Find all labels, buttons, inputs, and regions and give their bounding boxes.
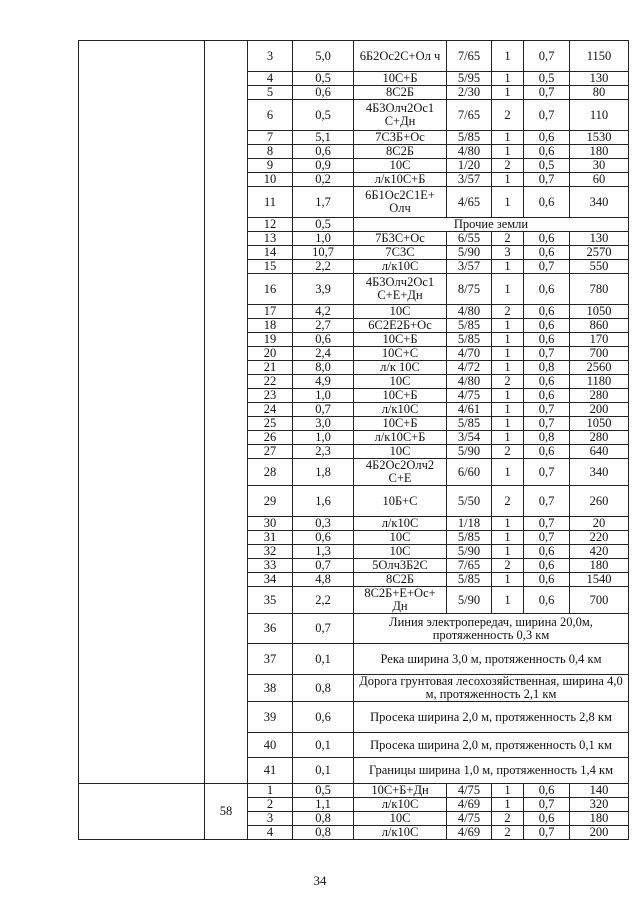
- site-class-cell: 1: [492, 531, 524, 545]
- density-cell: 0,6: [524, 246, 570, 260]
- plot-area-cell: 0,5: [293, 100, 354, 131]
- age-height-cell: 4/61: [447, 403, 492, 417]
- site-class-cell: 1: [492, 41, 524, 72]
- plot-note-cell: Границы ширина 1,0 м, протяженность 1,4 км: [354, 758, 629, 784]
- age-height-cell: 7/65: [447, 559, 492, 573]
- stand-composition-cell: л/к10С: [354, 798, 447, 812]
- stand-composition-cell: 6Б2Ос2С+Ол ч: [354, 41, 447, 72]
- plot-area-cell: 4,8: [293, 573, 354, 587]
- plot-number-cell: 8: [248, 145, 293, 159]
- density-cell: 0,6: [524, 187, 570, 218]
- density-cell: 0,7: [524, 100, 570, 131]
- site-class-cell: 2: [492, 100, 524, 131]
- table-row: [79, 784, 629, 798]
- plot-number-cell: 40: [248, 733, 293, 758]
- plot-number-cell: 7: [248, 131, 293, 145]
- age-height-cell: 4/80: [447, 375, 492, 389]
- stock-volume-cell: 280: [570, 389, 629, 403]
- site-class-cell: 1: [492, 517, 524, 531]
- plot-number-cell: 13: [248, 232, 293, 246]
- plot-number-cell: 2: [248, 798, 293, 812]
- site-class-cell: 1: [492, 86, 524, 100]
- density-cell: 0,6: [524, 274, 570, 305]
- density-cell: 0,6: [524, 131, 570, 145]
- stand-composition-cell: 4Б3Олч2Ос1 С+Дн: [354, 100, 447, 131]
- stock-volume-cell: 80: [570, 86, 629, 100]
- density-cell: 0,7: [524, 417, 570, 431]
- age-height-cell: 7/65: [447, 100, 492, 131]
- site-class-cell: 1: [492, 333, 524, 347]
- stand-composition-cell: 10С+С: [354, 347, 447, 361]
- plot-note-cell: Река ширина 3,0 м, протяженность 0,4 км: [354, 644, 629, 675]
- age-height-cell: 4/80: [447, 145, 492, 159]
- site-class-cell: 2: [492, 826, 524, 840]
- stock-volume-cell: 60: [570, 173, 629, 187]
- stand-composition-cell: 8С2Б: [354, 86, 447, 100]
- plot-number-cell: 12: [248, 218, 293, 232]
- plot-number-cell: 3: [248, 41, 293, 72]
- plot-number-cell: 29: [248, 486, 293, 517]
- site-class-cell: 2: [492, 305, 524, 319]
- plot-number-cell: 19: [248, 333, 293, 347]
- stock-volume-cell: 1050: [570, 305, 629, 319]
- density-cell: 0,5: [524, 159, 570, 173]
- stock-volume-cell: 1180: [570, 375, 629, 389]
- density-cell: 0,5: [524, 72, 570, 86]
- stock-volume-cell: 180: [570, 812, 629, 826]
- plot-area-cell: 1,0: [293, 389, 354, 403]
- age-height-cell: 5/95: [447, 72, 492, 86]
- age-height-cell: 4/75: [447, 812, 492, 826]
- stock-volume-cell: 1540: [570, 573, 629, 587]
- stock-volume-cell: 30: [570, 159, 629, 173]
- stand-composition-cell: л/к10С: [354, 517, 447, 531]
- stand-composition-cell: 8С2Б+Е+Ос+ Дн: [354, 587, 447, 614]
- age-height-cell: 3/57: [447, 260, 492, 274]
- stock-volume-cell: 340: [570, 187, 629, 218]
- plot-area-cell: 0,8: [293, 675, 354, 702]
- age-height-cell: 5/85: [447, 131, 492, 145]
- age-height-cell: 4/80: [447, 305, 492, 319]
- left-blank-cell: [79, 784, 205, 840]
- site-class-cell: 1: [492, 319, 524, 333]
- stock-volume-cell: 1530: [570, 131, 629, 145]
- density-cell: 0,7: [524, 173, 570, 187]
- stock-volume-cell: 200: [570, 403, 629, 417]
- plot-number-cell: 4: [248, 826, 293, 840]
- stand-composition-cell: 7С3С: [354, 246, 447, 260]
- plot-number-cell: 39: [248, 702, 293, 733]
- density-cell: 0,6: [524, 232, 570, 246]
- age-height-cell: 5/50: [447, 486, 492, 517]
- stock-volume-cell: 2560: [570, 361, 629, 375]
- density-cell: 0,7: [524, 459, 570, 486]
- stand-composition-cell: 8С2Б: [354, 145, 447, 159]
- plot-area-cell: 1,8: [293, 459, 354, 486]
- density-cell: 0,7: [524, 41, 570, 72]
- density-cell: 0,7: [524, 403, 570, 417]
- plot-number-cell: 41: [248, 758, 293, 784]
- plot-number-cell: 4: [248, 72, 293, 86]
- site-class-cell: 1: [492, 274, 524, 305]
- plot-number-cell: 33: [248, 559, 293, 573]
- plot-area-cell: 5,1: [293, 131, 354, 145]
- site-class-cell: 2: [492, 375, 524, 389]
- density-cell: 0,6: [524, 389, 570, 403]
- stand-composition-cell: 4Б3Олч2Ос1 С+Е+Дн: [354, 274, 447, 305]
- stock-volume-cell: 110: [570, 100, 629, 131]
- age-height-cell: 6/60: [447, 459, 492, 486]
- plot-area-cell: 1,0: [293, 232, 354, 246]
- plot-area-cell: 0,7: [293, 614, 354, 644]
- site-class-cell: 1: [492, 545, 524, 559]
- stand-composition-cell: л/к10С+Б: [354, 431, 447, 445]
- density-cell: 0,6: [524, 305, 570, 319]
- stock-volume-cell: 260: [570, 486, 629, 517]
- plot-number-cell: 17: [248, 305, 293, 319]
- plot-area-cell: 0,7: [293, 559, 354, 573]
- stock-volume-cell: 700: [570, 587, 629, 614]
- site-class-cell: 1: [492, 131, 524, 145]
- plot-number-cell: 25: [248, 417, 293, 431]
- density-cell: 0,8: [524, 431, 570, 445]
- age-height-cell: 5/85: [447, 333, 492, 347]
- plot-number-cell: 28: [248, 459, 293, 486]
- site-class-cell: 1: [492, 573, 524, 587]
- stand-composition-cell: л/к 10С: [354, 361, 447, 375]
- density-cell: 0,6: [524, 573, 570, 587]
- site-class-cell: 1: [492, 173, 524, 187]
- stand-composition-cell: 8С2Б: [354, 573, 447, 587]
- site-class-cell: 1: [492, 459, 524, 486]
- plot-area-cell: 0,1: [293, 644, 354, 675]
- site-class-cell: 1: [492, 389, 524, 403]
- stand-composition-cell: 10С+Б: [354, 72, 447, 86]
- plot-area-cell: 1,3: [293, 545, 354, 559]
- plot-number-cell: 32: [248, 545, 293, 559]
- age-height-cell: 5/90: [447, 445, 492, 459]
- plot-area-cell: 0,6: [293, 702, 354, 733]
- stand-composition-cell: 4Б2Ос2Олч2 С+Е: [354, 459, 447, 486]
- stand-composition-cell: 7Б3С+Ос: [354, 232, 447, 246]
- quarter-number-cell: 58: [205, 784, 248, 840]
- stock-volume-cell: 320: [570, 798, 629, 812]
- age-height-cell: 5/85: [447, 573, 492, 587]
- stock-volume-cell: 550: [570, 260, 629, 274]
- age-height-cell: 8/75: [447, 274, 492, 305]
- stand-composition-cell: 10С+Б: [354, 389, 447, 403]
- plot-number-cell: 38: [248, 675, 293, 702]
- plot-note-cell: Дорога грунтовая лесохозяйственная, ширина 4,0 м, протяженность 2,1 км: [354, 675, 629, 702]
- stand-composition-cell: 10С+Б: [354, 417, 447, 431]
- plot-note-cell: Прочие земли: [354, 218, 629, 232]
- density-cell: 0,6: [524, 445, 570, 459]
- table-row: [79, 41, 629, 72]
- density-cell: 0,6: [524, 587, 570, 614]
- plot-area-cell: 0,9: [293, 159, 354, 173]
- quarter-blank-cell: [205, 41, 248, 784]
- stock-volume-cell: 1150: [570, 41, 629, 72]
- stock-volume-cell: 20: [570, 517, 629, 531]
- stand-composition-cell: 10С: [354, 531, 447, 545]
- plot-area-cell: 0,5: [293, 218, 354, 232]
- density-cell: 0,7: [524, 486, 570, 517]
- stock-volume-cell: 1050: [570, 417, 629, 431]
- site-class-cell: 1: [492, 347, 524, 361]
- age-height-cell: 4/65: [447, 187, 492, 218]
- stand-composition-cell: л/к10С: [354, 826, 447, 840]
- plot-number-cell: 37: [248, 644, 293, 675]
- plot-area-cell: 0,5: [293, 72, 354, 86]
- density-cell: 0,7: [524, 798, 570, 812]
- plot-number-cell: 15: [248, 260, 293, 274]
- plot-area-cell: 4,2: [293, 305, 354, 319]
- density-cell: 0,8: [524, 361, 570, 375]
- age-height-cell: 5/90: [447, 246, 492, 260]
- age-height-cell: 4/69: [447, 798, 492, 812]
- site-class-cell: 1: [492, 145, 524, 159]
- plot-area-cell: 2,7: [293, 319, 354, 333]
- age-height-cell: 4/70: [447, 347, 492, 361]
- density-cell: 0,7: [524, 826, 570, 840]
- plot-area-cell: 0,1: [293, 758, 354, 784]
- stock-volume-cell: 420: [570, 545, 629, 559]
- plot-number-cell: 26: [248, 431, 293, 445]
- density-cell: 0,6: [524, 333, 570, 347]
- plot-number-cell: 20: [248, 347, 293, 361]
- plot-number-cell: 18: [248, 319, 293, 333]
- site-class-cell: 2: [492, 232, 524, 246]
- stand-composition-cell: 10С+Б: [354, 333, 447, 347]
- stand-composition-cell: л/к10С: [354, 260, 447, 274]
- plot-area-cell: 2,2: [293, 260, 354, 274]
- plot-area-cell: 0,6: [293, 531, 354, 545]
- density-cell: 0,6: [524, 145, 570, 159]
- age-height-cell: 3/57: [447, 173, 492, 187]
- site-class-cell: 3: [492, 246, 524, 260]
- density-cell: 0,7: [524, 347, 570, 361]
- age-height-cell: 4/75: [447, 784, 492, 798]
- plot-area-cell: 0,8: [293, 826, 354, 840]
- age-height-cell: 3/54: [447, 431, 492, 445]
- density-cell: 0,6: [524, 319, 570, 333]
- plot-area-cell: 2,4: [293, 347, 354, 361]
- age-height-cell: 5/85: [447, 319, 492, 333]
- stand-composition-cell: л/к10С+Б: [354, 173, 447, 187]
- plot-note-cell: Просека ширина 2,0 м, протяженность 2,8 км: [354, 702, 629, 733]
- stand-composition-cell: 7С3Б+Ос: [354, 131, 447, 145]
- plot-number-cell: 22: [248, 375, 293, 389]
- stand-composition-cell: 10С: [354, 812, 447, 826]
- age-height-cell: 1/18: [447, 517, 492, 531]
- density-cell: 0,7: [524, 517, 570, 531]
- site-class-cell: 2: [492, 559, 524, 573]
- stand-composition-cell: 10С+Б+Дн: [354, 784, 447, 798]
- age-height-cell: 1/20: [447, 159, 492, 173]
- plot-number-cell: 30: [248, 517, 293, 531]
- age-height-cell: 7/65: [447, 41, 492, 72]
- plot-number-cell: 11: [248, 187, 293, 218]
- plot-area-cell: 2,3: [293, 445, 354, 459]
- plot-area-cell: 0,6: [293, 333, 354, 347]
- age-height-cell: 4/69: [447, 826, 492, 840]
- plot-number-cell: 1: [248, 784, 293, 798]
- plot-number-cell: 3: [248, 812, 293, 826]
- density-cell: 0,6: [524, 545, 570, 559]
- stand-composition-cell: 6Б1Ос2С1Е+ Олч: [354, 187, 447, 218]
- plot-number-cell: 35: [248, 587, 293, 614]
- stand-composition-cell: 5Олч3Б2С: [354, 559, 447, 573]
- site-class-cell: 1: [492, 187, 524, 218]
- plot-number-cell: 31: [248, 531, 293, 545]
- left-blank-cell: [79, 41, 205, 784]
- stock-volume-cell: 280: [570, 431, 629, 445]
- age-height-cell: 2/30: [447, 86, 492, 100]
- stock-volume-cell: 780: [570, 274, 629, 305]
- density-cell: 0,6: [524, 784, 570, 798]
- plot-number-cell: 21: [248, 361, 293, 375]
- plot-number-cell: 36: [248, 614, 293, 644]
- stand-composition-cell: 10С: [354, 159, 447, 173]
- plot-note-cell: Линия электропередач, ширина 20,0м, протяженность 0,3 км: [354, 614, 629, 644]
- age-height-cell: 5/90: [447, 545, 492, 559]
- stock-volume-cell: 2570: [570, 246, 629, 260]
- plot-area-cell: 10,7: [293, 246, 354, 260]
- site-class-cell: 1: [492, 587, 524, 614]
- stock-volume-cell: 640: [570, 445, 629, 459]
- plot-area-cell: 4,9: [293, 375, 354, 389]
- age-height-cell: 5/90: [447, 587, 492, 614]
- site-class-cell: 1: [492, 260, 524, 274]
- plot-number-cell: 6: [248, 100, 293, 131]
- plot-area-cell: 0,7: [293, 403, 354, 417]
- site-class-cell: 1: [492, 798, 524, 812]
- site-class-cell: 2: [492, 445, 524, 459]
- plot-area-cell: 0,5: [293, 784, 354, 798]
- age-height-cell: 5/85: [447, 531, 492, 545]
- stock-volume-cell: 180: [570, 145, 629, 159]
- forest-inventory-table: [78, 40, 629, 840]
- density-cell: 0,7: [524, 531, 570, 545]
- plot-number-cell: 5: [248, 86, 293, 100]
- density-cell: 0,6: [524, 812, 570, 826]
- plot-number-cell: 10: [248, 173, 293, 187]
- plot-number-cell: 23: [248, 389, 293, 403]
- site-class-cell: 1: [492, 784, 524, 798]
- plot-number-cell: 16: [248, 274, 293, 305]
- plot-area-cell: 0,3: [293, 517, 354, 531]
- density-cell: 0,7: [524, 260, 570, 274]
- stock-volume-cell: 170: [570, 333, 629, 347]
- stand-composition-cell: 10С: [354, 375, 447, 389]
- plot-area-cell: 0,6: [293, 86, 354, 100]
- plot-area-cell: 0,2: [293, 173, 354, 187]
- age-height-cell: 4/72: [447, 361, 492, 375]
- plot-number-cell: 14: [248, 246, 293, 260]
- plot-area-cell: 3,0: [293, 417, 354, 431]
- plot-note-cell: Просека ширина 2,0 м, протяженность 0,1 км: [354, 733, 629, 758]
- site-class-cell: 2: [492, 812, 524, 826]
- density-cell: 0,6: [524, 559, 570, 573]
- page-number: 34: [313, 873, 327, 888]
- stock-volume-cell: 130: [570, 72, 629, 86]
- age-height-cell: 4/75: [447, 389, 492, 403]
- plot-area-cell: 0,6: [293, 145, 354, 159]
- stand-composition-cell: 10Б+С: [354, 486, 447, 517]
- stand-composition-cell: л/к10С: [354, 403, 447, 417]
- plot-number-cell: 9: [248, 159, 293, 173]
- density-cell: 0,6: [524, 375, 570, 389]
- age-height-cell: 5/85: [447, 417, 492, 431]
- stock-volume-cell: 140: [570, 784, 629, 798]
- stock-volume-cell: 700: [570, 347, 629, 361]
- density-cell: 0,7: [524, 86, 570, 100]
- plot-area-cell: 8,0: [293, 361, 354, 375]
- age-height-cell: 6/55: [447, 232, 492, 246]
- stand-composition-cell: 10С: [354, 445, 447, 459]
- plot-number-cell: 24: [248, 403, 293, 417]
- stand-composition-cell: 10С: [354, 305, 447, 319]
- stock-volume-cell: 860: [570, 319, 629, 333]
- site-class-cell: 1: [492, 417, 524, 431]
- plot-area-cell: 2,2: [293, 587, 354, 614]
- stock-volume-cell: 180: [570, 559, 629, 573]
- plot-area-cell: 1,0: [293, 431, 354, 445]
- site-class-cell: 1: [492, 403, 524, 417]
- plot-area-cell: 0,1: [293, 733, 354, 758]
- stock-volume-cell: 340: [570, 459, 629, 486]
- site-class-cell: 2: [492, 486, 524, 517]
- stand-composition-cell: 10С: [354, 545, 447, 559]
- plot-area-cell: 5,0: [293, 41, 354, 72]
- site-class-cell: 1: [492, 431, 524, 445]
- plot-area-cell: 3,9: [293, 274, 354, 305]
- site-class-cell: 1: [492, 361, 524, 375]
- plot-area-cell: 1,6: [293, 486, 354, 517]
- plot-number-cell: 27: [248, 445, 293, 459]
- stand-composition-cell: 6С2Е2Б+Ос: [354, 319, 447, 333]
- plot-area-cell: 0,8: [293, 812, 354, 826]
- plot-area-cell: 1,7: [293, 187, 354, 218]
- site-class-cell: 1: [492, 72, 524, 86]
- plot-area-cell: 1,1: [293, 798, 354, 812]
- stock-volume-cell: 200: [570, 826, 629, 840]
- stock-volume-cell: 220: [570, 531, 629, 545]
- site-class-cell: 2: [492, 159, 524, 173]
- stock-volume-cell: 130: [570, 232, 629, 246]
- plot-number-cell: 34: [248, 573, 293, 587]
